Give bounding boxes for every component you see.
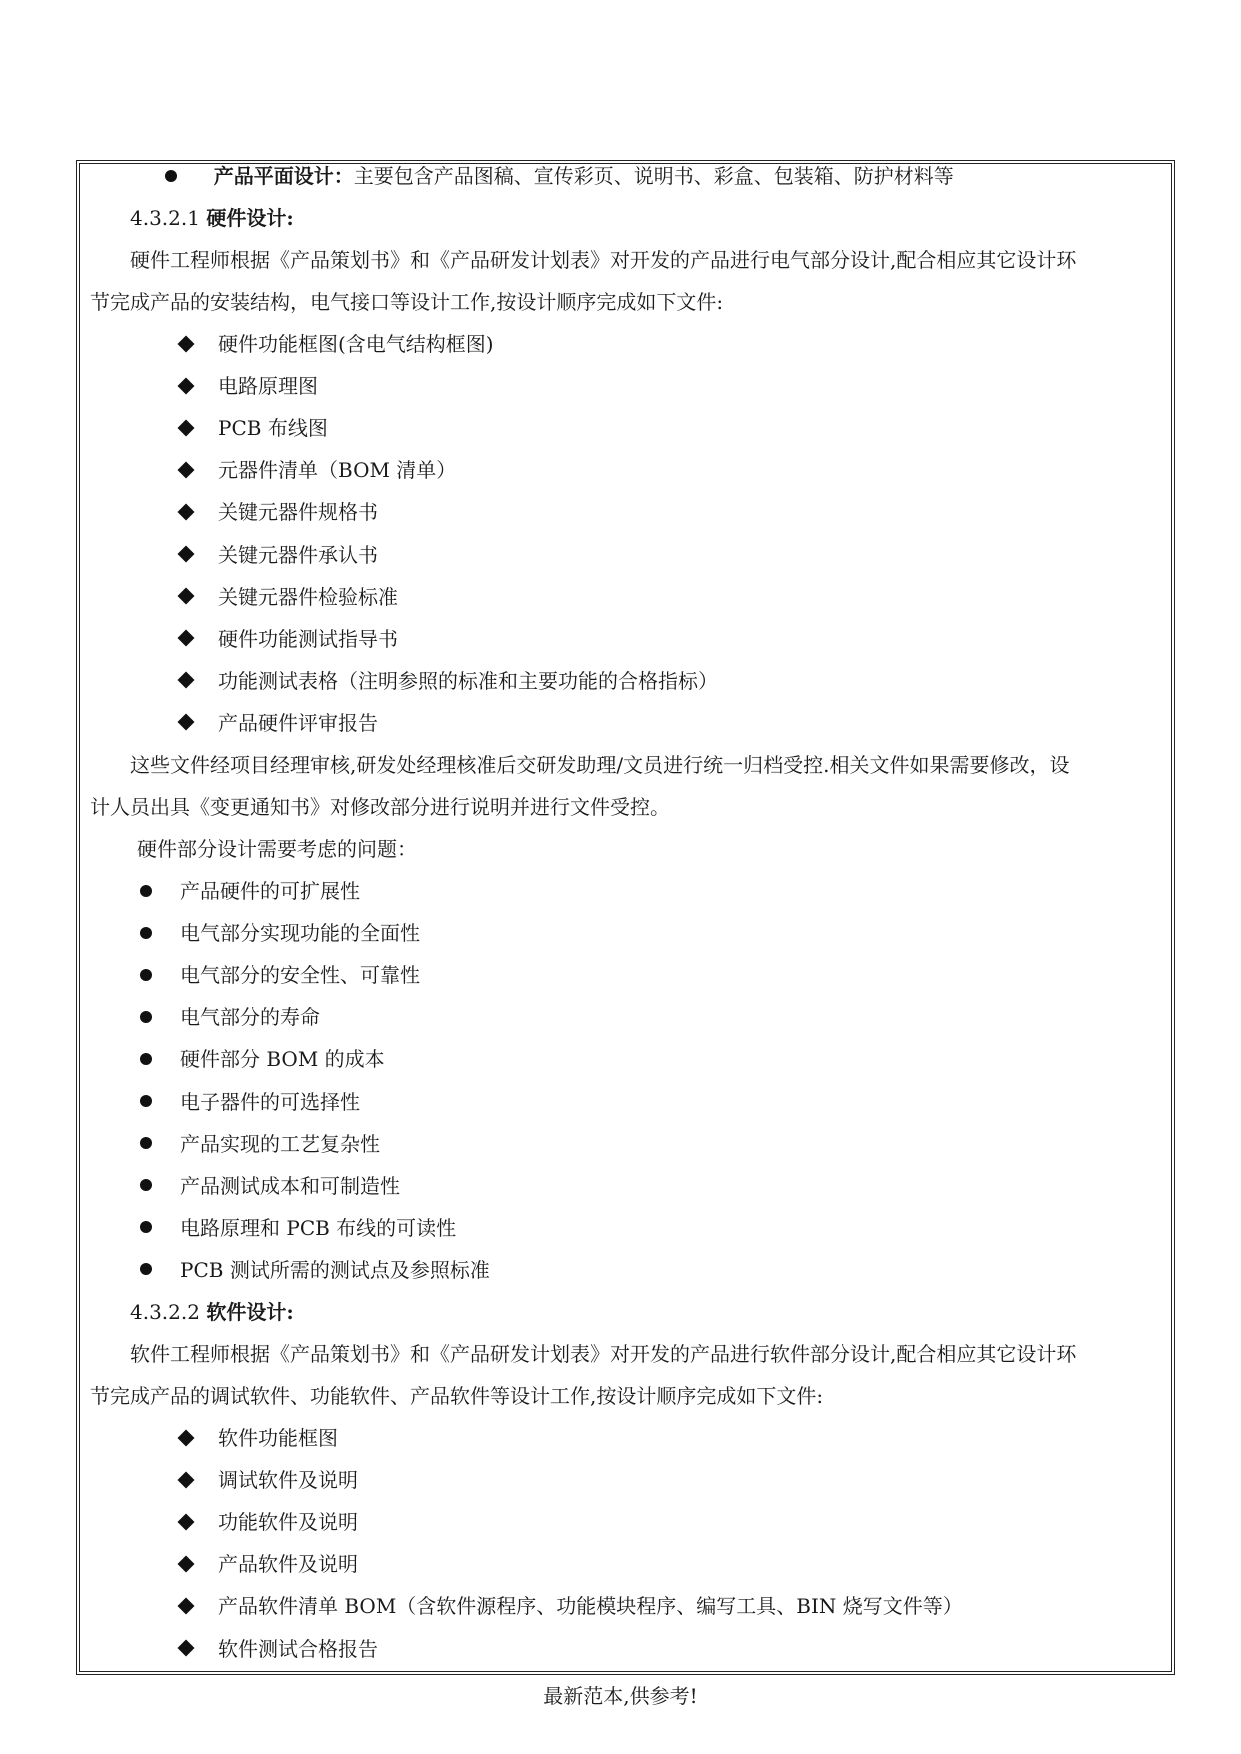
hw-file-item bbox=[180, 449, 456, 491]
sw-heading-title: 软件设计: bbox=[206, 1300, 294, 1324]
hw-file-item-text: 关键元器件检验标准 bbox=[218, 584, 398, 609]
hw-file-item-text: 关键元器件规格书 bbox=[218, 500, 378, 525]
sw-para1-line2: 节完成产品的调试软件、功能软件、产品软件等设计工作,按设计顺序完成如下文件: bbox=[90, 1384, 824, 1408]
diamond-bullet-icon bbox=[178, 588, 195, 605]
diamond-bullet-icon bbox=[178, 461, 195, 478]
hw-issue-item-text: 硬件部分 BOM 的成本 bbox=[180, 1047, 385, 1072]
hw-issue-item-text: 产品实现的工艺复杂性 bbox=[180, 1131, 380, 1156]
bullet-icon bbox=[140, 1137, 152, 1149]
sw-file-item bbox=[180, 1501, 358, 1543]
sw-para1-line1: 软件工程师根据《产品策划书》和《产品研发计划表》对开发的产品进行软件部分设计,配合相应其它设计环 bbox=[130, 1342, 1077, 1366]
hw-para1-line1: 硬件工程师根据《产品策划书》和《产品研发计划表》对开发的产品进行电气部分设计,配合相应其它设计环 bbox=[130, 248, 1077, 272]
sw-heading bbox=[130, 1291, 294, 1333]
hw-file-item-text: 电路原理图 bbox=[218, 374, 318, 399]
hw-heading-title: 硬件设计: bbox=[206, 206, 294, 230]
hw-file-item bbox=[180, 702, 378, 744]
hw-file-item-text: 关键元器件承认书 bbox=[218, 542, 378, 567]
sw-file-item bbox=[180, 1459, 358, 1501]
sw-file-item-text: 调试软件及说明 bbox=[218, 1468, 358, 1493]
diamond-bullet-icon bbox=[178, 503, 195, 520]
diamond-bullet-icon bbox=[178, 546, 195, 563]
bullet-icon bbox=[140, 885, 152, 897]
hw-issue-item-text: 电气部分的寿命 bbox=[180, 1005, 320, 1030]
sw-heading-number: 4.3.2.2 bbox=[130, 1300, 200, 1324]
hw-file-item bbox=[180, 660, 718, 702]
hw-file-item bbox=[180, 323, 494, 365]
bullet-icon bbox=[140, 1011, 152, 1023]
hw-issue-item-text: 电气部分的安全性、可靠性 bbox=[180, 963, 420, 988]
hw-issue-item bbox=[140, 1081, 360, 1123]
hw-para2-line1: 这些文件经项目经理审核,研发处经理核准后交研发助理/文员进行统一归档受控.相关文件如果需要修改，设 bbox=[130, 753, 1070, 777]
hw-issue-item bbox=[140, 954, 420, 996]
diamond-bullet-icon bbox=[178, 1640, 195, 1657]
diamond-bullet-icon bbox=[178, 1471, 195, 1488]
hw-file-item-text: PCB 布线图 bbox=[218, 416, 328, 441]
diamond-bullet-icon bbox=[178, 1513, 195, 1530]
hw-issue-item bbox=[140, 1123, 380, 1165]
hw-issue-item bbox=[140, 996, 320, 1038]
sw-file-item-text: 功能软件及说明 bbox=[218, 1510, 358, 1535]
hw-file-item bbox=[180, 576, 398, 618]
intro-bullet-line bbox=[165, 155, 954, 197]
hw-para1-line2: 节完成产品的安装结构，电气接口等设计工作,按设计顺序完成如下文件: bbox=[90, 290, 724, 314]
bullet-icon bbox=[140, 1053, 152, 1065]
diamond-bullet-icon bbox=[178, 335, 195, 352]
diamond-bullet-icon bbox=[178, 419, 195, 436]
hw-issue-item bbox=[140, 870, 360, 912]
hw-file-item bbox=[180, 618, 398, 660]
hw-file-item-text: 产品硬件评审报告 bbox=[218, 710, 378, 735]
hw-issue-item-text: 电子器件的可选择性 bbox=[180, 1089, 360, 1114]
sw-file-item-text: 软件功能框图 bbox=[218, 1426, 338, 1450]
hw-file-item-text: 元器件清单（BOM 清单） bbox=[218, 458, 457, 483]
hw-issue-item-text: 产品测试成本和可制造性 bbox=[180, 1173, 400, 1198]
diamond-bullet-icon bbox=[178, 1429, 195, 1446]
hw-issue-item bbox=[140, 1038, 385, 1080]
bullet-icon bbox=[140, 1263, 152, 1275]
hw-issue-item bbox=[140, 1249, 490, 1291]
hw-file-item bbox=[180, 407, 328, 449]
diamond-bullet-icon bbox=[178, 377, 195, 394]
hw-file-item bbox=[180, 491, 378, 533]
diamond-bullet-icon bbox=[178, 714, 195, 731]
hw-issue-item bbox=[140, 1207, 456, 1249]
sw-file-item bbox=[180, 1585, 963, 1627]
hw-file-item-text: 硬件功能框图(含电气结构框图) bbox=[218, 332, 494, 356]
sw-file-item-text: 软件测试合格报告 bbox=[218, 1636, 378, 1661]
bullet-icon bbox=[140, 1179, 152, 1191]
bullet-icon bbox=[140, 927, 152, 939]
diamond-bullet-icon bbox=[178, 672, 195, 689]
hw-file-item-text: 功能测试表格（注明参照的标准和主要功能的合格指标） bbox=[218, 668, 718, 693]
bullet-icon bbox=[165, 170, 177, 182]
sw-file-item-text: 产品软件及说明 bbox=[218, 1552, 358, 1577]
intro-text: 主要包含产品图稿、宣传彩页、说明书、彩盒、包装箱、防护材料等 bbox=[353, 164, 954, 188]
hw-issue-item-text: 电气部分实现功能的全面性 bbox=[180, 921, 420, 946]
bullet-icon bbox=[140, 1095, 152, 1107]
hw-heading bbox=[130, 197, 294, 239]
sw-file-item bbox=[180, 1417, 338, 1459]
hw-heading-number: 4.3.2.1 bbox=[130, 206, 200, 230]
sw-file-item bbox=[180, 1628, 378, 1670]
hw-file-item bbox=[180, 534, 378, 576]
bullet-icon bbox=[140, 1221, 152, 1233]
diamond-bullet-icon bbox=[178, 630, 195, 647]
diamond-bullet-icon bbox=[178, 1555, 195, 1572]
bullet-icon bbox=[140, 969, 152, 981]
sw-file-item-text: 产品软件清单 BOM（含软件源程序、功能模块程序、编写工具、BIN 烧写文件等） bbox=[218, 1594, 963, 1619]
hw-file-item bbox=[180, 365, 318, 407]
intro-bold-label: 产品平面设计： bbox=[213, 164, 354, 188]
hw-issue-item-text: 电路原理和 PCB 布线的可读性 bbox=[180, 1215, 457, 1240]
hw-issues-title: 硬件部分设计需要考虑的问题： bbox=[137, 837, 417, 861]
hw-issue-item bbox=[140, 1165, 400, 1207]
hw-issue-item-text: PCB 测试所需的测试点及参照标准 bbox=[180, 1257, 490, 1282]
diamond-bullet-icon bbox=[178, 1597, 195, 1614]
sw-file-item bbox=[180, 1543, 358, 1585]
hw-file-item-text: 硬件功能测试指导书 bbox=[218, 626, 398, 651]
hw-issue-item-text: 产品硬件的可扩展性 bbox=[180, 879, 360, 903]
hw-para2-line2: 计人员出具《变更通知书》对修改部分进行说明并进行文件受控。 bbox=[90, 795, 670, 819]
page-footer: 最新范本,供参考! bbox=[543, 1684, 698, 1708]
hw-issue-item bbox=[140, 912, 420, 954]
